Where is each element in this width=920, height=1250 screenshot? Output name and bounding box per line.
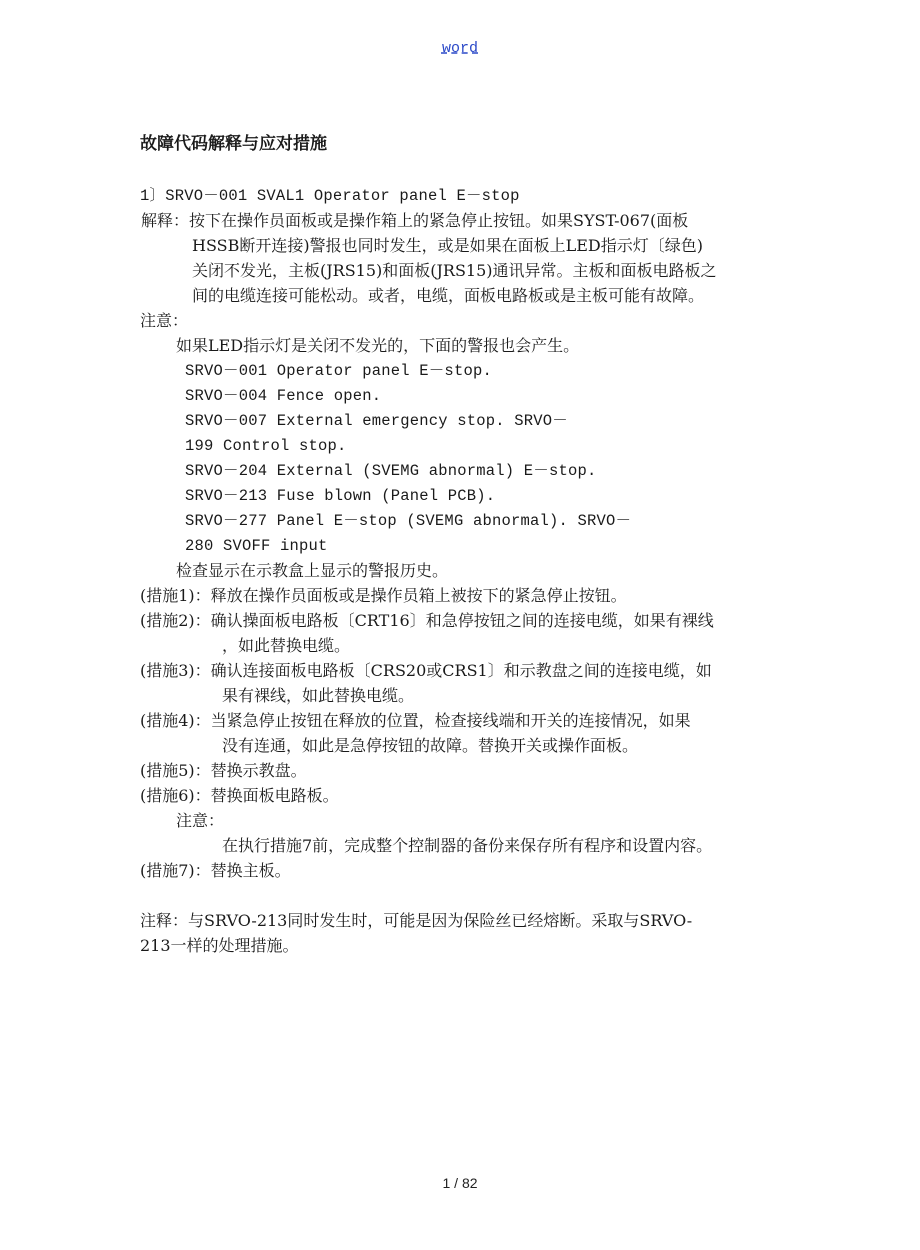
alarm-list-item: SRVO－001 Operator panel E－stop.: [185, 362, 492, 380]
explanation-line-1: 解释：按下在操作员面板或是操作箱上的紧急停止按钮。如果SYST-067(面板: [141, 211, 689, 230]
alarm-list-item: SRVO－004 Fence open.: [185, 387, 382, 405]
note-label: 注意：: [140, 311, 189, 330]
explanation-line-4: 间的电缆连接可能松动。或者，电缆，面板电路板或是主板可能有故障。: [192, 286, 705, 305]
explanation-line-3: 关闭不发光，主板(JRS15)和面板(JRS15)通讯异常。主板和面板电路板之: [192, 261, 717, 280]
alarm-list-item: 199 Control stop.: [185, 437, 347, 455]
document-title: 故障代码解释与应对措施: [140, 134, 327, 154]
page-number: 1 / 82: [442, 1175, 478, 1191]
alarm-list-item: SRVO－213 Fuse blown (Panel PCB).: [185, 487, 496, 505]
alarm-list-item: 280 SVOFF input: [185, 537, 328, 555]
alarm-list-item: SRVO－204 External (SVEMG abnormal) E－stop.: [185, 462, 597, 480]
measure-7: (措施7)：替换主板。: [140, 861, 291, 880]
measure-4-line-1: (措施4)：当紧急停止按钮在释放的位置，检查接线端和开关的连接情况，如果: [140, 711, 691, 730]
measure-6: (措施6)：替换面板电路板。: [140, 786, 339, 805]
explanation-line-2: HSSB断开连接)警报也同时发生，或是如果在面板上LED指示灯〔绿色): [192, 236, 703, 255]
measure-note-label: 注意：: [176, 811, 225, 830]
note-intro: 如果LED指示灯是关闭不发光的，下面的警报也会产生。: [176, 336, 580, 355]
measure-2-line-2: ，如此替换电缆。: [222, 636, 351, 655]
measure-note-text: 在执行措施7前，完成整个控制器的备份来保存所有程序和设置内容。: [222, 836, 713, 855]
measure-1: (措施1)：释放在操作员面板或是操作员箱上被按下的紧急停止按钮。: [140, 586, 627, 605]
measure-3-line-2: 果有裸线，如此替换电缆。: [222, 686, 415, 705]
alarm-list-item: SRVO－007 External emergency stop. SRVO－: [185, 412, 568, 430]
header-word-link[interactable]: word: [441, 40, 478, 57]
measure-5: (措施5)：替换示教盘。: [140, 761, 307, 780]
alarm-heading: 1〕SRVO－001 SVAL1 Operator panel E－stop: [140, 187, 520, 205]
measure-2-line-1: (措施2)：确认操面板电路板〔CRT16〕和急停按钮之间的连接电缆，如果有裸线: [140, 611, 714, 630]
measure-3-line-1: (措施3)：确认连接面板电路板〔CRS20或CRS1〕和示教盘之间的连接电缆，如: [140, 661, 712, 680]
alarm-list-item: SRVO－277 Panel E－stop (SVEMG abnormal). SRVO－: [185, 512, 632, 530]
check-alarm-history: 检查显示在示教盒上显示的警报历史。: [176, 561, 449, 580]
remark-line-2: 213一样的处理措施。: [140, 936, 299, 955]
remark-line-1: 注释：与SRVO-213同时发生时，可能是因为保险丝已经熔断。采取与SRVO-: [140, 911, 693, 930]
measure-4-line-2: 没有连通，如此是急停按钮的故障。替换开关或操作面板。: [222, 736, 639, 755]
